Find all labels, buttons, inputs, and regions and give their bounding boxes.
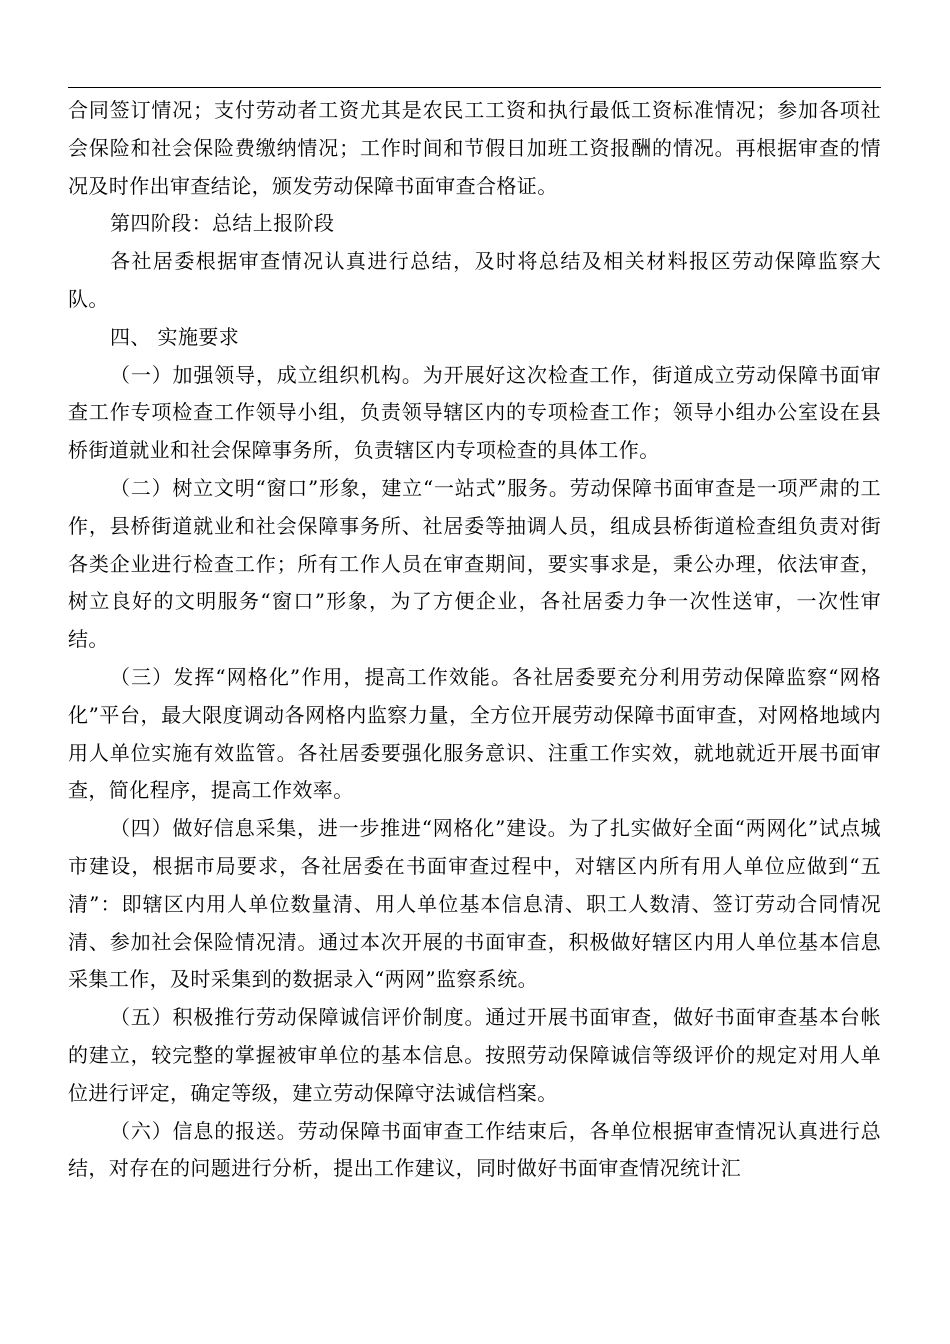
- section-four-heading: 四、 实施要求: [110, 324, 240, 349]
- stage-four-paragraph: 各社居委根据审查情况认真进行总结，及时将总结及相关材料报区劳动保障监察大队。: [68, 249, 881, 311]
- requirement-3-paragraph: （三）发挥“网格化”作用，提高工作效能。各社居委要充分利用劳动保障监察“网格化”平台，最大限度调动各网格内监察力量，全方位开展劳动保障书面审查，对网格地域内用人单位实施有效监管。各社居委要强化服务意识、注重工作实效，就地就近开展书面审查，简化程序，提高工作效率。: [68, 664, 881, 803]
- requirement-6-paragraph: （六）信息的报送。劳动保障书面审查工作结束后，各单位根据审查情况认真进行总结，对存在的问题进行分析，提出工作建议，同时做好书面审查情况统计汇: [68, 1118, 881, 1181]
- requirement-4-paragraph: （四）做好信息采集，进一步推进“网格化”建设。为了扎实做好全面“两网化”试点城市建设，根据市局要求，各社居委在书面审查过程中，对辖区内所有用人单位应做到“五清”：即辖区内用人单位数量清、用人单位基本信息清、职工人数清、签订劳动合同情况清、参加社会保险情况清。通过本次开展的书面审查，积极做好辖区内用人单位基本信息采集工作，及时采集到的数据录入“两网”监察系统。: [68, 816, 881, 992]
- requirement-2-paragraph: （二）树立文明“窗口”形象，建立“一站式”服务。劳动保障书面审查是一项严肃的工作，县桥街道就业和社会保障事务所、社居委等抽调人员，组成县桥街道检查组负责对街各类企业进行检查工作；所有工作人员在审查期间，要实事求是，秉公办理，依法审查，树立良好的文明服务“窗口”形象，为了方便企业，各社居委力争一次性送审，一次性审结。: [68, 475, 881, 652]
- requirement-5-paragraph: （五）积极推行劳动保障诚信评价制度。通过开展书面审查，做好书面审查基本台帐的建立，较完整的掌握被审单位的基本信息。按照劳动保障诚信等级评价的规定对用人单位进行评定，确定等级，建立劳动保障守法诚信档案。: [68, 1005, 881, 1105]
- header-rule: [68, 87, 881, 88]
- requirement-1-paragraph: （一）加强领导，成立组织机构。为开展好这次检查工作，街道成立劳动保障书面审查工作专项检查工作领导小组，负责领导辖区内的专项检查工作；领导小组办公室设在县桥街道就业和社会保障事务所，负责辖区内专项检查的具体工作。: [68, 362, 881, 463]
- continuation-paragraph: 合同签订情况；支付劳动者工资尤其是农民工工资和执行最低工资标准情况；参加各项社会保险和社会保险费缴纳情况；工作时间和节假日加班工资报酬的情况。再根据审查的情况及时作出审查结论，颁发劳动保障书面审查合格证。: [68, 98, 881, 198]
- stage-four-heading: 第四阶段：总结上报阶段: [110, 211, 335, 236]
- document-body: [68, 92, 881, 1188]
